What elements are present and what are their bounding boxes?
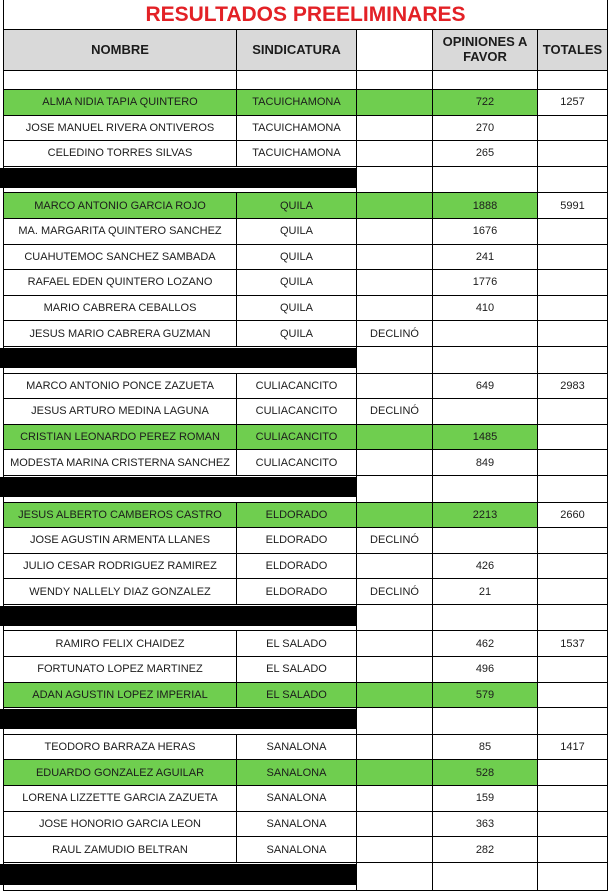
table-body <box>4 71 608 891</box>
totales-cell: 5991 <box>538 193 608 219</box>
nota-cell <box>357 90 433 116</box>
totales-cell <box>538 450 608 476</box>
opiniones-cell: 21 <box>433 579 538 605</box>
sindicatura-cell: SANALONA <box>237 837 357 863</box>
name-cell: MA. MARGARITA QUINTERO SANCHEZ <box>4 218 237 244</box>
opiniones-cell: 241 <box>433 244 538 270</box>
separator-black-bar <box>0 348 356 368</box>
table-row <box>4 244 608 270</box>
separator-totales-cell <box>538 862 608 890</box>
name-cell: JOSE HONORIO GARCIA LEON <box>4 811 237 837</box>
table-row <box>4 141 608 167</box>
name-cell: JESUS ARTURO MEDINA LAGUNA <box>4 399 237 425</box>
separator-nota-cell <box>357 166 433 193</box>
separator-opiniones-cell <box>433 346 538 373</box>
name-cell: RAFAEL EDEN QUINTERO LOZANO <box>4 270 237 296</box>
separator-black-cell <box>4 708 357 735</box>
totales-cell <box>538 141 608 167</box>
opiniones-cell: 282 <box>433 837 538 863</box>
opiniones-cell <box>433 528 538 554</box>
totales-cell <box>538 244 608 270</box>
nota-cell: DECLINÓ <box>357 528 433 554</box>
totales-cell <box>538 321 608 347</box>
empty-cell <box>538 71 608 90</box>
sindicatura-cell: CULIACANCITO <box>237 399 357 425</box>
opiniones-cell: 85 <box>433 734 538 760</box>
totales-cell <box>538 295 608 321</box>
opiniones-cell: 2213 <box>433 502 538 528</box>
opiniones-cell: 270 <box>433 115 538 141</box>
col-header-nombre: NOMBRE <box>4 30 237 71</box>
table-row <box>4 115 608 141</box>
empty-cell <box>4 71 237 90</box>
table-row <box>4 657 608 683</box>
totales-cell <box>538 837 608 863</box>
opiniones-cell: 849 <box>433 450 538 476</box>
nota-cell <box>357 657 433 683</box>
table-row <box>4 270 608 296</box>
table-row <box>4 193 608 219</box>
table-row <box>4 811 608 837</box>
totales-cell <box>538 528 608 554</box>
name-cell: RAMIRO FELIX CHAIDEZ <box>4 631 237 657</box>
separator-black-bar <box>0 606 356 626</box>
name-cell: MARCO ANTONIO PONCE ZAZUETA <box>4 373 237 399</box>
separator-nota-cell <box>357 346 433 373</box>
name-cell: MARCO ANTONIO GARCIA ROJO <box>4 193 237 219</box>
opiniones-cell: 265 <box>433 141 538 167</box>
sindicatura-cell: EL SALADO <box>237 657 357 683</box>
separator-totales-cell <box>538 604 608 631</box>
sindicatura-cell: ELDORADO <box>237 579 357 605</box>
nota-cell <box>357 373 433 399</box>
name-cell: JOSE MANUEL RIVERA ONTIVEROS <box>4 115 237 141</box>
separator-black-bar <box>0 864 356 885</box>
separator-black-bar <box>0 709 356 729</box>
nota-cell <box>357 424 433 450</box>
totales-cell <box>538 579 608 605</box>
opiniones-cell: 579 <box>433 682 538 708</box>
name-cell: JESUS ALBERTO CAMBEROS CASTRO <box>4 502 237 528</box>
table-row <box>4 90 608 116</box>
sindicatura-cell: EL SALADO <box>237 631 357 657</box>
totales-cell <box>538 760 608 786</box>
sindicatura-cell: QUILA <box>237 244 357 270</box>
nota-cell <box>357 450 433 476</box>
totales-cell <box>538 399 608 425</box>
name-cell: ADAN AGUSTIN LOPEZ IMPERIAL <box>4 682 237 708</box>
sindicatura-cell: QUILA <box>237 193 357 219</box>
sindicatura-cell: CULIACANCITO <box>237 450 357 476</box>
table-row <box>4 321 608 347</box>
nota-cell <box>357 115 433 141</box>
separator-black-bar <box>0 477 356 497</box>
sindicatura-cell: CULIACANCITO <box>237 424 357 450</box>
separator-opiniones-cell <box>433 862 538 890</box>
totales-cell <box>538 270 608 296</box>
name-cell: MARIO CABRERA CEBALLOS <box>4 295 237 321</box>
separator-row <box>4 862 608 890</box>
nota-cell <box>357 553 433 579</box>
totales-cell: 1257 <box>538 90 608 116</box>
opiniones-cell: 1888 <box>433 193 538 219</box>
table-row <box>4 579 608 605</box>
nota-cell <box>357 760 433 786</box>
nota-cell <box>357 682 433 708</box>
table-row <box>4 837 608 863</box>
opiniones-cell: 410 <box>433 295 538 321</box>
separator-black-cell <box>4 475 357 502</box>
nota-cell <box>357 193 433 219</box>
totales-cell <box>538 811 608 837</box>
separator-opiniones-cell <box>433 475 538 502</box>
results-table <box>3 29 608 891</box>
totales-cell <box>538 218 608 244</box>
name-cell: WENDY NALLELY DIAZ GONZALEZ <box>4 579 237 605</box>
separator-nota-cell <box>357 862 433 890</box>
name-cell: FORTUNATO LOPEZ MARTINEZ <box>4 657 237 683</box>
name-cell: ALMA NIDIA TAPIA QUINTERO <box>4 90 237 116</box>
table-row <box>4 218 608 244</box>
table-row <box>4 734 608 760</box>
sindicatura-cell: CULIACANCITO <box>237 373 357 399</box>
empty-cell <box>433 71 538 90</box>
separator-black-cell <box>4 604 357 631</box>
opiniones-cell: 1485 <box>433 424 538 450</box>
opiniones-cell: 159 <box>433 786 538 812</box>
nota-cell: DECLINÓ <box>357 579 433 605</box>
sindicatura-cell: SANALONA <box>237 811 357 837</box>
separator-totales-cell <box>538 708 608 735</box>
separator-black-cell <box>4 346 357 373</box>
separator-totales-cell <box>538 166 608 193</box>
sindicatura-cell: TACUICHAMONA <box>237 141 357 167</box>
nota-cell <box>357 502 433 528</box>
nota-cell: DECLINÓ <box>357 321 433 347</box>
totales-cell <box>538 657 608 683</box>
totales-cell <box>538 786 608 812</box>
nota-cell <box>357 244 433 270</box>
table-row <box>4 631 608 657</box>
col-header-totales: TOTALES <box>538 30 608 71</box>
table-row <box>4 553 608 579</box>
table-row <box>4 450 608 476</box>
totales-cell <box>538 682 608 708</box>
sindicatura-cell: TACUICHAMONA <box>237 115 357 141</box>
separator-nota-cell <box>357 604 433 631</box>
col-header-sindicatura: SINDICATURA <box>237 30 357 71</box>
name-cell: JULIO CESAR RODRIGUEZ RAMIREZ <box>4 553 237 579</box>
opiniones-cell <box>433 399 538 425</box>
opiniones-cell: 363 <box>433 811 538 837</box>
name-cell: TEODORO BARRAZA HERAS <box>4 734 237 760</box>
table-row <box>4 399 608 425</box>
name-cell: JESUS MARIO CABRERA GUZMAN <box>4 321 237 347</box>
name-cell: LORENA LIZZETTE GARCIA ZAZUETA <box>4 786 237 812</box>
separator-row <box>4 708 608 735</box>
table-row <box>4 528 608 554</box>
separator-opiniones-cell <box>433 604 538 631</box>
empty-cell <box>357 71 433 90</box>
sindicatura-cell: QUILA <box>237 321 357 347</box>
name-cell: MODESTA MARINA CRISTERNA SANCHEZ <box>4 450 237 476</box>
separator-totales-cell <box>538 346 608 373</box>
separator-row <box>4 475 608 502</box>
totales-cell: 2660 <box>538 502 608 528</box>
separator-opiniones-cell <box>433 166 538 193</box>
nota-cell <box>357 631 433 657</box>
empty-row <box>4 71 608 90</box>
sindicatura-cell: TACUICHAMONA <box>237 90 357 116</box>
nota-cell <box>357 837 433 863</box>
table-row <box>4 502 608 528</box>
opiniones-cell: 722 <box>433 90 538 116</box>
sindicatura-cell: SANALONA <box>237 760 357 786</box>
separator-black-bar <box>0 168 356 188</box>
opiniones-cell: 649 <box>433 373 538 399</box>
opiniones-cell: 528 <box>433 760 538 786</box>
nota-cell <box>357 786 433 812</box>
sindicatura-cell: ELDORADO <box>237 553 357 579</box>
table-row <box>4 373 608 399</box>
totales-cell <box>538 553 608 579</box>
sindicatura-cell: QUILA <box>237 295 357 321</box>
nota-cell <box>357 218 433 244</box>
separator-black-cell <box>4 862 357 890</box>
separator-row <box>4 166 608 193</box>
col-header-blank <box>357 30 433 71</box>
totales-cell <box>538 115 608 141</box>
nota-cell <box>357 141 433 167</box>
separator-nota-cell <box>357 475 433 502</box>
name-cell: CUAHUTEMOC SANCHEZ SAMBADA <box>4 244 237 270</box>
table-row <box>4 295 608 321</box>
opiniones-cell: 426 <box>433 553 538 579</box>
opiniones-cell <box>433 321 538 347</box>
table-row <box>4 424 608 450</box>
separator-opiniones-cell <box>433 708 538 735</box>
nota-cell <box>357 734 433 760</box>
totales-cell: 1417 <box>538 734 608 760</box>
sindicatura-cell: ELDORADO <box>237 528 357 554</box>
name-cell: CRISTIAN LEONARDO PEREZ ROMAN <box>4 424 237 450</box>
sindicatura-cell: ELDORADO <box>237 502 357 528</box>
separator-black-cell <box>4 166 357 193</box>
sindicatura-cell: SANALONA <box>237 786 357 812</box>
separator-row <box>4 604 608 631</box>
sindicatura-cell: QUILA <box>237 218 357 244</box>
totales-cell: 1537 <box>538 631 608 657</box>
sindicatura-cell: QUILA <box>237 270 357 296</box>
opiniones-cell: 462 <box>433 631 538 657</box>
name-cell: CELEDINO TORRES SILVAS <box>4 141 237 167</box>
separator-row <box>4 346 608 373</box>
name-cell: EDUARDO GONZALEZ AGUILAR <box>4 760 237 786</box>
nota-cell <box>357 270 433 296</box>
results-sheet <box>3 0 608 891</box>
name-cell: JOSE AGUSTIN ARMENTA LLANES <box>4 528 237 554</box>
empty-cell <box>237 71 357 90</box>
totales-cell: 2983 <box>538 373 608 399</box>
opiniones-cell: 1776 <box>433 270 538 296</box>
separator-totales-cell <box>538 475 608 502</box>
header-row <box>4 30 608 71</box>
table-row <box>4 786 608 812</box>
sindicatura-cell: SANALONA <box>237 734 357 760</box>
name-cell: RAUL ZAMUDIO BELTRAN <box>4 837 237 863</box>
col-header-opiniones: OPINIONES A FAVOR <box>433 30 538 71</box>
opiniones-cell: 1676 <box>433 218 538 244</box>
opiniones-cell: 496 <box>433 657 538 683</box>
table-row <box>4 682 608 708</box>
page-title: RESULTADOS PREELIMINARES <box>3 0 608 29</box>
table-row <box>4 760 608 786</box>
totales-cell <box>538 424 608 450</box>
sindicatura-cell: EL SALADO <box>237 682 357 708</box>
nota-cell <box>357 295 433 321</box>
nota-cell: DECLINÓ <box>357 399 433 425</box>
separator-nota-cell <box>357 708 433 735</box>
nota-cell <box>357 811 433 837</box>
